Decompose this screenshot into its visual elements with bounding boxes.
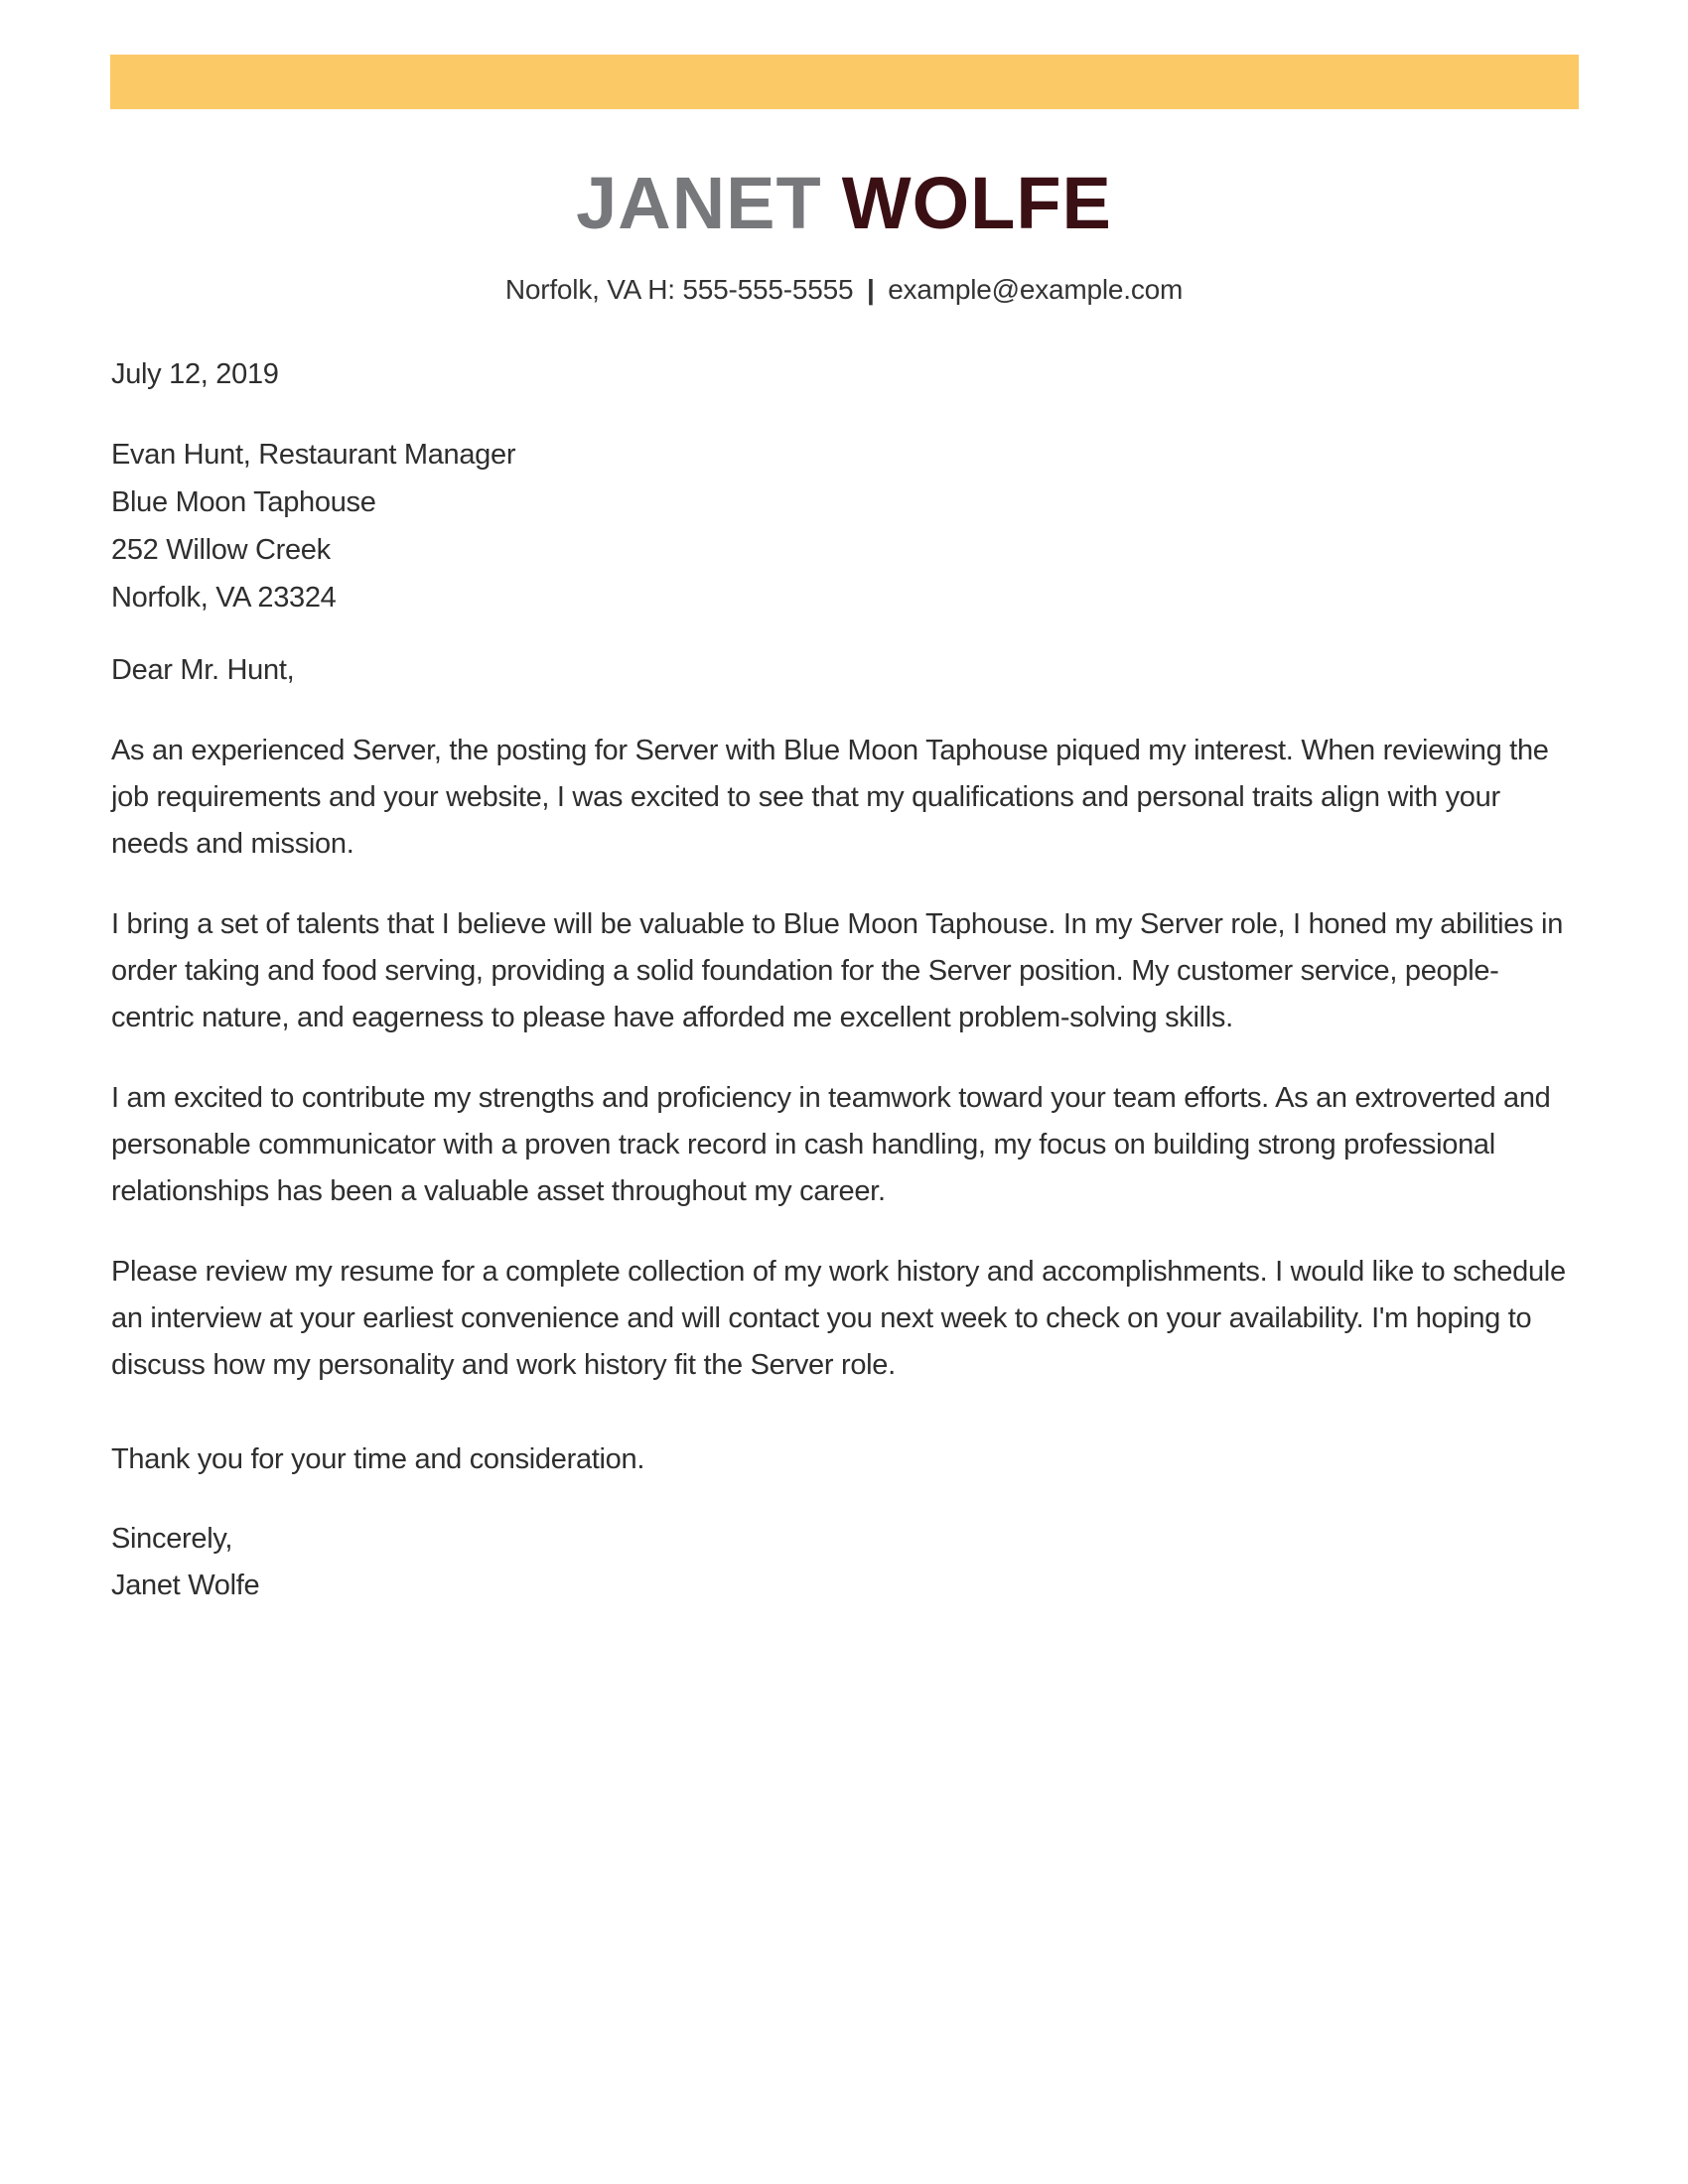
signature-name: Janet Wolfe xyxy=(111,1570,260,1601)
salutation: Dear Mr. Hunt, xyxy=(111,654,295,686)
thanks-line: Thank you for your time and consideration. xyxy=(111,1443,645,1475)
body-paragraph-strengths: I am excited to contribute my strengths and proficiency in teamwork toward your team efforts. As an extroverted and personable communicator with a proven track record in cash handling, my focus on building strong professional relationships has been a valuable asset throughout my career. xyxy=(111,1082,1551,1207)
letter-header xyxy=(0,0,1688,306)
contact-separator: | xyxy=(866,274,875,305)
recipient-block xyxy=(111,431,1577,621)
candidate-name xyxy=(0,162,1688,244)
contact-email: example@example.com xyxy=(888,274,1184,305)
candidate-first-name: JANET xyxy=(576,162,822,244)
closing-salutation: Sincerely, xyxy=(111,1523,233,1555)
body-paragraph-intro: As an experienced Server, the posting for Server with Blue Moon Taphouse piqued my interest. When reviewing the job requirements and your website, I was excited to see that my qualifications and personal traits align with your needs and mission. xyxy=(111,735,1549,860)
body-paragraph-resume-request: Please review my resume for a complete collection of my work history and accomplishments. I would like to schedule an interview at your earliest convenience and will contact you next week to check on your availability. I'm hoping to discuss how my personality and work history fit the Server role. xyxy=(111,1256,1566,1381)
candidate-last-name: WOLFE xyxy=(841,162,1112,244)
recipient-line-city-state-zip: Norfolk, VA 23324 xyxy=(111,582,337,614)
recipient-line-company: Blue Moon Taphouse xyxy=(111,486,376,518)
body-paragraph-talents: I bring a set of talents that I believe will be valuable to Blue Moon Taphouse. In my Server role, I honed my abilities in order taking and food serving, providing a solid foundation for the Server position. My customer service, people-centric nature, and eagerness to please have afforded me excellent problem-solving skills. xyxy=(111,908,1564,1033)
contact-location: Norfolk, VA xyxy=(504,274,640,305)
letter-date: July 12, 2019 xyxy=(111,358,279,390)
recipient-line-name-title: Evan Hunt, Restaurant Manager xyxy=(111,439,516,471)
accent-bar xyxy=(110,55,1579,109)
contact-line xyxy=(0,274,1688,306)
recipient-line-street: 252 Willow Creek xyxy=(111,534,331,566)
closing-block xyxy=(111,1516,1577,1609)
letter-body xyxy=(0,351,1688,1609)
contact-phone: H: 555-555-5555 xyxy=(647,274,854,305)
